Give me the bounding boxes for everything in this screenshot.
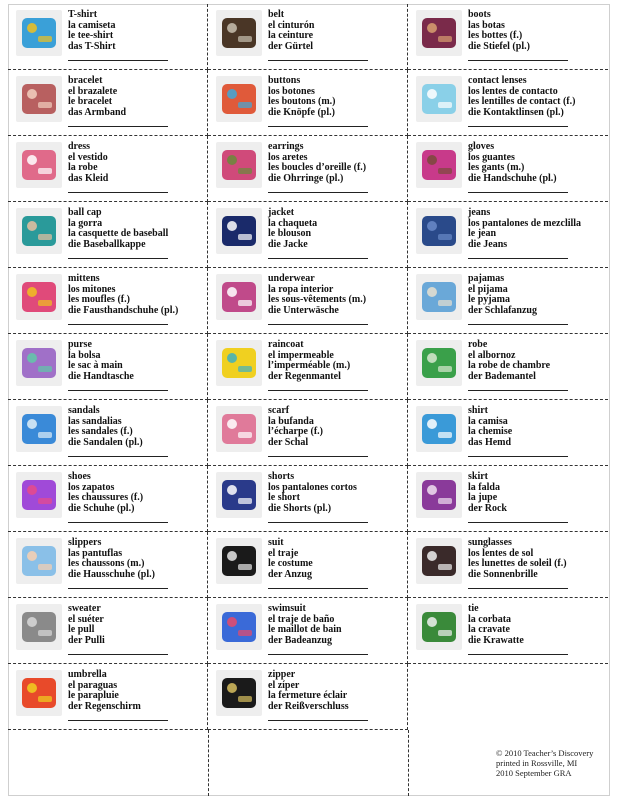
french-word: les boucles d’oreille (f.) [268, 162, 367, 174]
belt-icon [216, 10, 262, 56]
sunglasses-icon [416, 538, 462, 584]
spanish-word: las sandalias [68, 415, 122, 427]
french-word: la jupe [468, 492, 498, 504]
vocab-card-raincoat [208, 334, 408, 400]
sweater-icon [16, 604, 62, 650]
french-word: les lentilles de contact (f.) [468, 96, 576, 108]
translations [268, 76, 336, 118]
french-word: l’imperméable (m.) [268, 360, 351, 372]
translations [268, 538, 313, 580]
tie-icon [416, 604, 462, 650]
translations [268, 670, 349, 712]
english-word: shoes [68, 471, 91, 482]
answer-line[interactable] [268, 390, 368, 391]
german-word: das Armband [68, 106, 127, 118]
buttons-icon [216, 76, 262, 122]
french-word: le bracelet [68, 96, 113, 108]
translations [68, 340, 134, 382]
gloves-icon [416, 142, 462, 188]
french-word: la robe de chambre [468, 360, 551, 372]
german-word: die Shorts (pl.) [268, 502, 332, 514]
german-word: der Bademantel [468, 370, 536, 382]
answer-line[interactable] [468, 258, 568, 259]
answer-line[interactable] [68, 456, 168, 457]
vocab-card-shoes [8, 466, 208, 532]
vocab-card-zipper [208, 664, 408, 730]
suit-icon [216, 538, 262, 584]
vocab-card-earrings [208, 136, 408, 202]
bracelet-icon [16, 76, 62, 122]
copyright-footer [496, 748, 593, 778]
translations [468, 10, 530, 52]
vocab-card-purse [8, 334, 208, 400]
translations [268, 208, 317, 250]
shirt-icon [416, 406, 462, 452]
spanish-word: la corbata [468, 613, 512, 625]
ball-cap-icon [16, 208, 62, 254]
print-date: 2010 September GRA [496, 768, 572, 778]
spanish-word: los guantes [468, 151, 515, 163]
english-word: skirt [468, 471, 488, 482]
translations [468, 208, 581, 250]
german-word: das T-Shirt [68, 40, 116, 52]
translations [68, 670, 141, 712]
spanish-word: el paraguas [68, 679, 118, 691]
translations [468, 406, 512, 448]
english-word: mittens [68, 273, 100, 284]
english-word: underwear [268, 273, 315, 284]
vocab-card-skirt [408, 466, 608, 532]
answer-line[interactable] [68, 324, 168, 325]
skirt-icon [416, 472, 462, 518]
vocab-card-swimsuit [208, 598, 408, 664]
swimsuit-icon [216, 604, 262, 650]
vocab-card-suit [208, 532, 408, 598]
french-word: les gants (m.) [468, 162, 525, 174]
answer-line[interactable] [268, 192, 368, 193]
answer-line[interactable] [268, 126, 368, 127]
vocab-card-ballcap [8, 202, 208, 268]
answer-line[interactable] [268, 720, 368, 721]
vocabulary-card-grid [8, 4, 608, 730]
translations [468, 142, 557, 184]
english-word: shorts [268, 471, 295, 482]
pajamas-icon [416, 274, 462, 320]
vocab-card-mittens [8, 268, 208, 334]
vocab-card-sandals [8, 400, 208, 466]
german-word: die Hausschuhe (pl.) [68, 568, 155, 580]
spanish-word: el brazalete [68, 85, 118, 97]
french-word: le short [268, 492, 300, 504]
spanish-word: los mitones [68, 283, 116, 295]
english-word: zipper [268, 669, 296, 680]
answer-line[interactable] [268, 258, 368, 259]
answer-line[interactable] [468, 390, 568, 391]
spanish-word: el zíper [268, 679, 300, 691]
french-word: le costume [268, 558, 313, 570]
french-word: le parapluie [68, 690, 119, 702]
german-word: der Schal [268, 436, 309, 448]
german-word: der Pulli [68, 634, 105, 646]
slippers-icon [16, 538, 62, 584]
spanish-word: el albornoz [468, 349, 516, 361]
spanish-word: los lentes de contacto [468, 85, 558, 97]
german-word: der Anzug [268, 568, 312, 580]
english-word: umbrella [68, 669, 107, 680]
spanish-word: el impermeable [268, 349, 334, 361]
answer-line[interactable] [468, 456, 568, 457]
translations [68, 274, 178, 316]
spanish-word: el suéter [68, 613, 104, 625]
french-word: les bottes (f.) [468, 30, 523, 42]
english-word: boots [468, 9, 491, 20]
printed-location: printed in Rossville, MI [496, 758, 578, 768]
vocab-card-tie [408, 598, 608, 664]
answer-line[interactable] [68, 720, 168, 721]
french-word: les chaussons (m.) [68, 558, 145, 570]
translations [268, 472, 357, 514]
answer-line[interactable] [268, 588, 368, 589]
english-word: ball cap [68, 207, 102, 218]
german-word: das Hemd [468, 436, 512, 448]
spanish-word: la ropa interior [268, 283, 334, 295]
dress-icon [16, 142, 62, 188]
english-word: contact lenses [468, 75, 527, 86]
english-word: purse [68, 339, 92, 350]
answer-line[interactable] [68, 522, 168, 523]
scarf-icon [216, 406, 262, 452]
english-word: buttons [268, 75, 301, 86]
translations [68, 472, 143, 514]
zipper-icon [216, 670, 262, 716]
tshirt-icon [16, 10, 62, 56]
french-word: les moufles (f.) [68, 294, 130, 306]
german-word: die Handschuhe (pl.) [468, 172, 557, 184]
vocab-card-bracelet [8, 70, 208, 136]
shorts-icon [216, 472, 262, 518]
translations [468, 274, 537, 316]
spanish-word: la camiseta [68, 19, 116, 31]
translations [468, 340, 550, 382]
german-word: das Kleid [68, 172, 109, 184]
german-word: die Sonnenbrille [468, 568, 538, 580]
english-word: swimsuit [268, 603, 306, 614]
spanish-word: los pantalones de mezclilla [468, 217, 582, 229]
spanish-word: el traje de baño [268, 613, 335, 625]
translations [268, 406, 323, 448]
german-word: die Krawatte [468, 634, 524, 646]
translations [68, 208, 168, 250]
english-word: tie [468, 603, 479, 614]
boots-icon [416, 10, 462, 56]
english-word: slippers [68, 537, 102, 548]
vocab-card-jeans [408, 202, 608, 268]
answer-line[interactable] [268, 522, 368, 523]
spanish-word: el cinturón [268, 19, 315, 31]
spanish-word: los pantalones cortos [268, 481, 357, 493]
english-word: robe [468, 339, 488, 350]
translations [68, 76, 126, 118]
answer-line[interactable] [268, 324, 368, 325]
french-word: la casquette de baseball [68, 228, 169, 240]
translations [468, 538, 567, 580]
vocab-card-contacts [408, 70, 608, 136]
umbrella-icon [16, 670, 62, 716]
jeans-icon [416, 208, 462, 254]
french-word: le pyjama [468, 294, 510, 306]
french-word: les sous-vêtements (m.) [268, 294, 367, 306]
sandals-icon [16, 406, 62, 452]
spanish-word: el vestido [68, 151, 108, 163]
cut-line-right [408, 730, 409, 796]
translations [68, 142, 108, 184]
vocab-card-jacket [208, 202, 408, 268]
vocab-card-tshirt [8, 4, 208, 70]
french-word: le maillot de bain [268, 624, 342, 636]
vocab-card-boots [408, 4, 608, 70]
answer-line[interactable] [68, 126, 168, 127]
translations [268, 274, 366, 316]
answer-line[interactable] [468, 192, 568, 193]
french-word: les lunettes de soleil (f.) [468, 558, 567, 570]
french-word: la fermeture éclair [268, 690, 348, 702]
translations [68, 406, 143, 448]
english-word: scarf [268, 405, 290, 416]
german-word: die Schuhe (pl.) [68, 502, 135, 514]
english-word: T-shirt [68, 9, 98, 20]
vocab-card-sweater [8, 598, 208, 664]
translations [468, 76, 575, 118]
purse-icon [16, 340, 62, 386]
answer-line[interactable] [68, 390, 168, 391]
french-word: la cravate [468, 624, 510, 636]
translations [68, 604, 105, 646]
german-word: die Knöpfe (pl.) [268, 106, 335, 118]
english-word: sandals [68, 405, 100, 416]
spanish-word: la gorra [68, 217, 103, 229]
spanish-word: el traje [268, 547, 299, 559]
german-word: der Regenschirm [68, 700, 141, 712]
english-word: jeans [468, 207, 491, 218]
translations [68, 538, 155, 580]
vocab-card-belt [208, 4, 408, 70]
translations [268, 10, 314, 52]
french-word: le pull [68, 624, 95, 636]
english-word: pajamas [468, 273, 505, 284]
french-word: le sac à main [68, 360, 123, 372]
vocab-card-gloves [408, 136, 608, 202]
english-word: dress [68, 141, 91, 152]
jacket-icon [216, 208, 262, 254]
english-word: sunglasses [468, 537, 512, 548]
vocab-card-umbrella [8, 664, 208, 730]
vocab-card-robe [408, 334, 608, 400]
answer-line[interactable] [68, 654, 168, 655]
vocab-card-scarf [208, 400, 408, 466]
spanish-word: los botones [268, 85, 315, 97]
spanish-word: las pantuflas [68, 547, 123, 559]
answer-line[interactable] [468, 60, 568, 61]
spanish-word: la bolsa [68, 349, 101, 361]
vocab-card-shirt [408, 400, 608, 466]
german-word: die Fausthandschuhe (pl.) [68, 304, 179, 316]
copyright-line: © 2010 Teacher’s Discovery [496, 748, 594, 758]
translations [468, 604, 524, 646]
french-word: les sandales (f.) [68, 426, 133, 438]
german-word: die Jacke [268, 238, 308, 250]
translations [268, 340, 350, 382]
german-word: der Rock [468, 502, 507, 514]
french-word: le tee-shirt [68, 30, 114, 42]
spanish-word: la falda [468, 481, 500, 493]
answer-line[interactable] [68, 258, 168, 259]
answer-line[interactable] [68, 192, 168, 193]
german-word: der Schlafanzug [468, 304, 537, 316]
answer-line[interactable] [68, 588, 168, 589]
mittens-icon [16, 274, 62, 320]
translations [268, 604, 342, 646]
german-word: die Ohrringe (pl.) [268, 172, 344, 184]
answer-line[interactable] [268, 456, 368, 457]
english-word: jacket [268, 207, 295, 218]
english-word: earrings [268, 141, 304, 152]
english-word: shirt [468, 405, 488, 416]
shoes-icon [16, 472, 62, 518]
english-word: sweater [68, 603, 101, 614]
spanish-word: los lentes de sol [468, 547, 534, 559]
french-word: l’écharpe (f.) [268, 426, 323, 438]
cut-line-left [208, 730, 209, 796]
german-word: die Sandalen (pl.) [68, 436, 143, 448]
spanish-word: la chaqueta [268, 217, 318, 229]
english-word: suit [268, 537, 284, 548]
german-word: die Stiefel (pl.) [468, 40, 530, 52]
translations [68, 10, 116, 52]
french-word: la robe [68, 162, 98, 174]
translations [468, 472, 507, 514]
contact-lens-icon [416, 76, 462, 122]
answer-line[interactable] [468, 654, 568, 655]
earrings-icon [216, 142, 262, 188]
english-word: belt [268, 9, 285, 20]
vocab-card-buttons [208, 70, 408, 136]
spanish-word: el pijama [468, 283, 508, 295]
english-word: bracelet [68, 75, 103, 86]
french-word: la chemise [468, 426, 513, 438]
answer-line[interactable] [268, 60, 368, 61]
underwear-icon [216, 274, 262, 320]
german-word: die Unterwäsche [268, 304, 339, 316]
vocab-card-pajamas [408, 268, 608, 334]
answer-line[interactable] [268, 654, 368, 655]
english-word: raincoat [268, 339, 304, 350]
french-word: les boutons (m.) [268, 96, 336, 108]
french-word: la ceinture [268, 30, 314, 42]
french-word: le jean [468, 228, 497, 240]
answer-line[interactable] [468, 588, 568, 589]
vocab-card-underwear [208, 268, 408, 334]
spanish-word: los aretes [268, 151, 308, 163]
answer-line[interactable] [68, 60, 168, 61]
german-word: der Badeanzug [268, 634, 332, 646]
german-word: die Handtasche [68, 370, 134, 382]
german-word: der Reißverschluss [268, 700, 349, 712]
vocab-card-dress [8, 136, 208, 202]
answer-line[interactable] [468, 324, 568, 325]
german-word: der Regenmantel [268, 370, 341, 382]
spanish-word: las botas [468, 19, 505, 31]
french-word: les chaussures (f.) [68, 492, 144, 504]
spanish-word: la camisa [468, 415, 508, 427]
answer-line[interactable] [468, 522, 568, 523]
german-word: die Kontaktlinsen (pl.) [468, 106, 564, 118]
raincoat-icon [216, 340, 262, 386]
vocab-card-shorts [208, 466, 408, 532]
answer-line[interactable] [468, 126, 568, 127]
german-word: die Baseballkappe [68, 238, 146, 250]
vocab-card-slippers [8, 532, 208, 598]
robe-icon [416, 340, 462, 386]
english-word: gloves [468, 141, 495, 152]
german-word: der Gürtel [268, 40, 314, 52]
translations [268, 142, 366, 184]
vocab-card-sunglasses [408, 532, 608, 598]
french-word: le blouson [268, 228, 312, 240]
spanish-word: la bufanda [268, 415, 314, 427]
spanish-word: los zapatos [68, 481, 115, 493]
german-word: die Jeans [468, 238, 508, 250]
